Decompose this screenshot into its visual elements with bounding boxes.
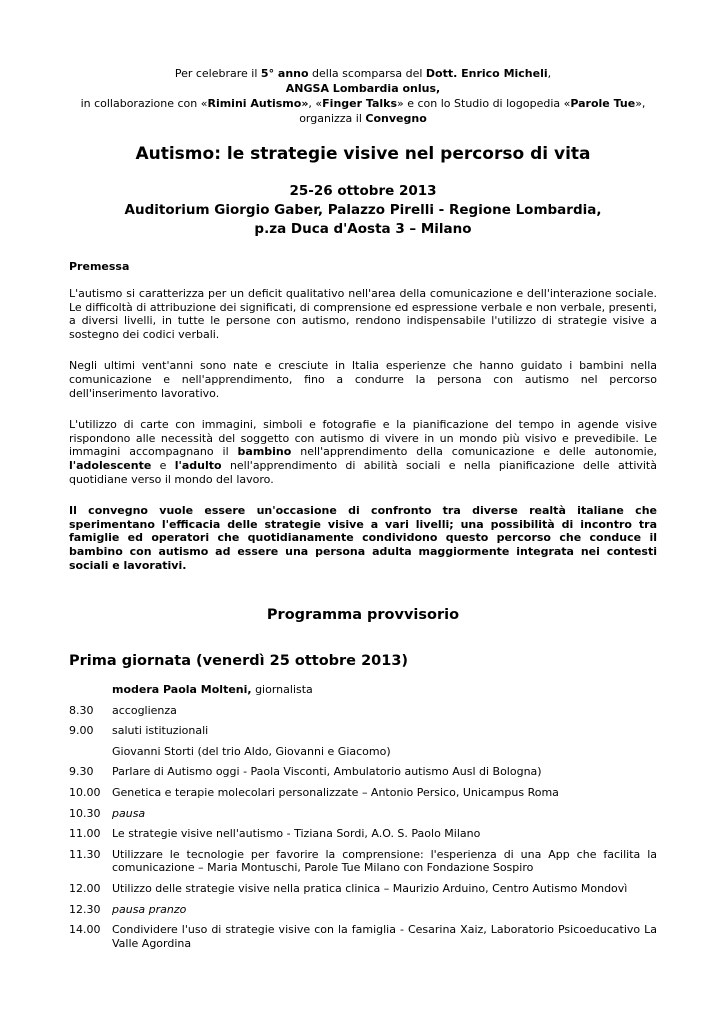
schedule-item: pausa <box>112 806 146 820</box>
schedule-time: 10.30 <box>69 806 101 820</box>
premessa-paragraph-3 <box>69 418 657 486</box>
intro-bold: 5° anno <box>260 67 309 80</box>
paragraph-text: L'utilizzo di carte con immagini, simboli e fotografie e la pianificazione del tempo in agende visive rispondono alle necessità del soggetto con autismo di vivere in un mondo più visivo e prevedibile. Le immagini accompagnano il <box>69 418 657 459</box>
intro-text: », <box>635 97 646 110</box>
intro-bold: Finger Talks <box>322 97 398 110</box>
event-address: p.za Duca d'Aosta 3 – Milano <box>254 221 472 237</box>
intro-text: , <box>547 67 552 80</box>
schedule-item: Utilizzo delle strategie visive nella pratica clinica – Maurizio Arduino, Centro Autismo Mondovì <box>112 882 628 896</box>
schedule-row <box>69 704 657 718</box>
schedule-item: Giovanni Storti (del trio Aldo, Giovanni e Giacomo) <box>112 744 391 758</box>
schedule-item: Utilizzare le tecnologie per favorire la comprensione: l'esperienza di una App che facilita la comunicazione – Maria Montuschi, Parole Tue Milano con Fondazione Sospiro <box>112 847 657 875</box>
schedule-time <box>69 745 112 759</box>
venue-block <box>69 182 657 239</box>
intro-bold: ANGSA Lombardia onlus, <box>285 82 441 95</box>
intro-text: organizza il <box>299 112 366 125</box>
intro-bold: Convegno <box>365 112 427 125</box>
paragraph-bold: l'adolescente <box>69 458 152 472</box>
schedule-time: 11.30 <box>69 847 101 861</box>
paragraph-text: nell'apprendimento di abilità sociali e nella pianificazione delle attività quotidiane verso il mondo del lavoro. <box>69 458 657 486</box>
intro-text: in collaborazione con « <box>80 97 208 110</box>
moderator-text <box>112 683 657 697</box>
intro-line-1 <box>69 66 657 81</box>
intro-text: , « <box>308 97 323 110</box>
intro-text: Per celebrare il <box>174 67 261 80</box>
schedule-row <box>69 765 657 779</box>
schedule-time: 11.00 <box>69 827 101 841</box>
schedule-item: pausa pranzo <box>112 902 187 916</box>
paragraph-bold: l'adulto <box>174 458 222 472</box>
premessa-paragraph-4: Il convegno vuole essere un'occasione di confronto tra diverse realtà italiane che sperimentano l'efficacia delle strategie visive a vari livelli; una possibilità di incontro tra famiglie ed operatori che quotidianamente condividono questo percorso che conduce il bambino con autismo ad essere una persona adulta maggiormente integrata nei contesti sociali e lavorativi. <box>69 504 657 572</box>
schedule-row <box>69 827 657 841</box>
paragraph-text: e <box>151 458 175 472</box>
schedule-rows <box>69 704 657 951</box>
schedule-time: 10.00 <box>69 786 101 800</box>
premessa-heading: Premessa <box>69 260 130 273</box>
event-dates: 25-26 ottobre 2013 <box>289 183 437 199</box>
intro-text: della scomparsa del <box>308 67 426 80</box>
schedule-time: 9.30 <box>69 765 94 779</box>
intro-line-4 <box>69 111 657 126</box>
schedule-item: Condividere l'uso di strategie visive con la famiglia - Cesarina Xaiz, Laboratorio Psicoeducativo La Valle Agordina <box>112 923 657 950</box>
schedule-item: Parlare di Autismo oggi - Paola Visconti, Ambulatorio autismo Ausl di Bologna) <box>112 765 542 779</box>
schedule-row <box>69 903 657 917</box>
schedule-item: accoglienza <box>112 703 177 717</box>
paragraph-text: nell'apprendimento della comunicazione e delle autonomie, <box>291 445 657 459</box>
event-place: Auditorium Giorgio Gaber, Palazzo Pirelli - Regione Lombardia, <box>124 202 602 218</box>
moderator-role: giornalista <box>251 683 313 697</box>
paragraph-bold: bambino <box>237 445 292 459</box>
schedule-row <box>69 882 657 896</box>
intro-text: » e con lo Studio di logopedia « <box>397 97 571 110</box>
schedule-list <box>69 683 657 950</box>
intro-bold: Dott. Enrico Micheli <box>425 67 548 80</box>
intro-block <box>69 66 657 126</box>
programma-title: Programma provvisorio <box>266 607 460 624</box>
schedule-row <box>69 848 657 875</box>
schedule-row <box>69 724 657 738</box>
premessa-paragraph-2: Negli ultimi vent'anni sono nate e cresciute in Italia esperienze che hanno guidato i bambini nella comunicazione e nell'apprendimento, fino a condurre la persona con autismo nel percorso dell'inserimento lavorativo. <box>69 359 657 400</box>
schedule-row <box>69 786 657 800</box>
schedule-row <box>69 745 657 759</box>
document-page <box>69 66 657 957</box>
schedule-time <box>69 683 112 697</box>
schedule-time: 12.30 <box>69 902 101 916</box>
intro-bold: Rimini Autismo» <box>207 97 309 110</box>
moderator-name: modera Paola Molteni, <box>112 683 252 697</box>
document-title: Autismo: le strategie visive nel percorso di vita <box>135 144 591 164</box>
schedule-item: saluti istituzionali <box>112 724 209 738</box>
schedule-time: 8.30 <box>69 703 94 717</box>
schedule-item: Genetica e terapie molecolari personalizzate – Antonio Persico, Unicampus Roma <box>112 786 559 800</box>
schedule-time: 14.00 <box>69 923 101 937</box>
intro-line-2 <box>69 81 657 96</box>
premessa-paragraph-1: L'autismo si caratterizza per un deficit qualitativo nell'area della comunicazione e dell'interazione sociale. Le difficoltà di attribuzione dei significati, di comprensione ed espressione verbale e non verbale, presenti, a diversi livelli, in tutte le persone con autismo, rendono indispensabile l'utilizzo di strategie visive a sostegno dei codici verbali. <box>69 287 657 341</box>
moderator-row <box>69 683 657 697</box>
schedule-row <box>69 923 657 950</box>
intro-line-3 <box>69 96 657 111</box>
intro-bold: Parole Tue <box>570 97 636 110</box>
schedule-time: 9.00 <box>69 724 94 738</box>
schedule-time: 12.00 <box>69 882 101 896</box>
day-1-title: Prima giornata (venerdì 25 ottobre 2013) <box>69 653 409 670</box>
schedule-item: Le strategie visive nell'autismo - Tiziana Sordi, A.O. S. Paolo Milano <box>112 827 481 841</box>
schedule-row <box>69 807 657 821</box>
